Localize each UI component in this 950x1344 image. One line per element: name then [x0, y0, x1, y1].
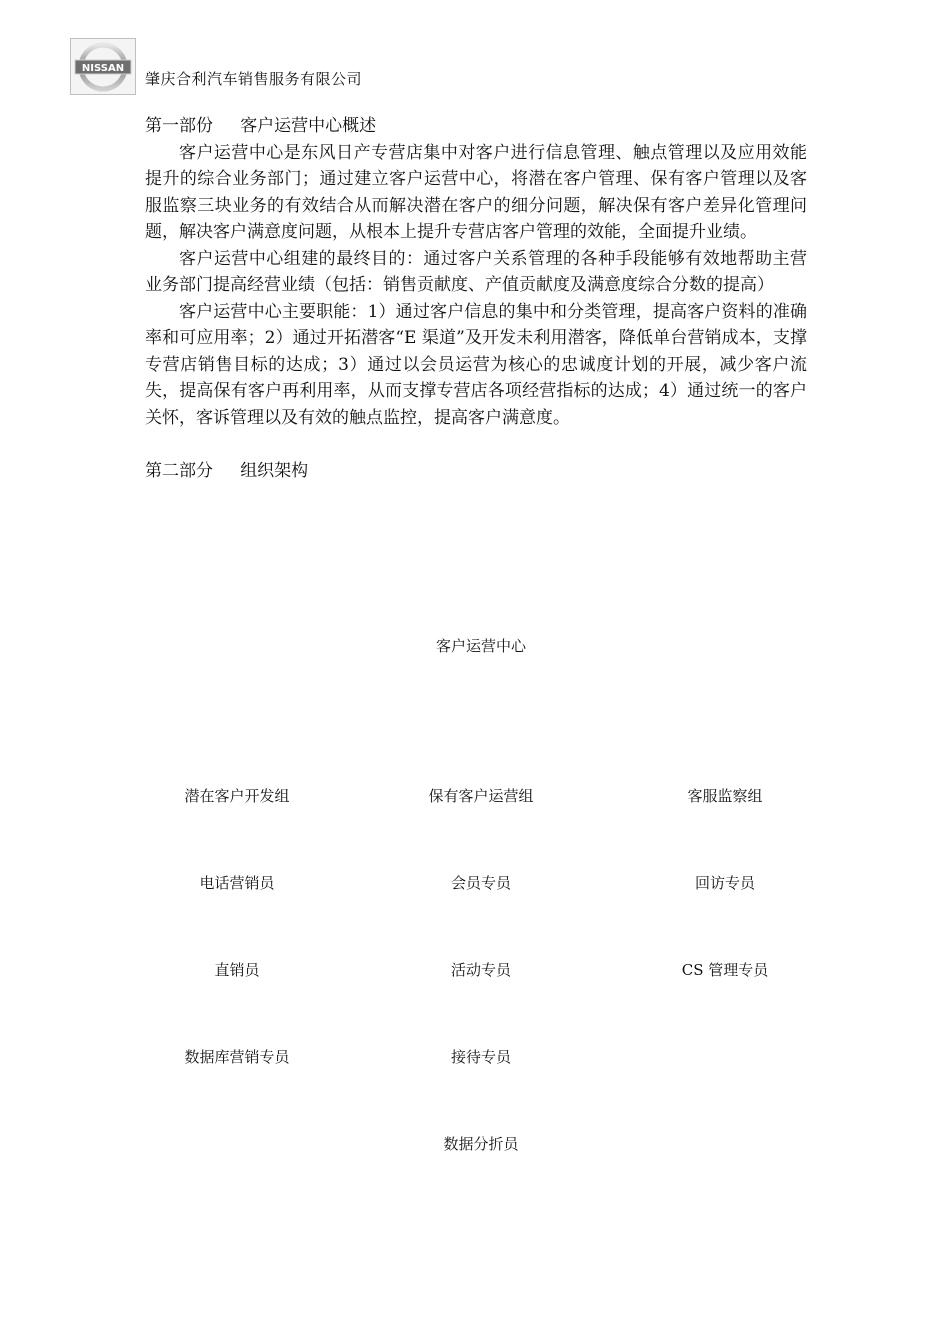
org-role: 回访专员 — [694, 874, 755, 892]
org-role: 接待专员 — [450, 1048, 511, 1066]
paragraph-functions: 客户运营中心主要职能：1）通过客户信息的集中和分类管理，提高客户资料的准确率和可应用率；2）通过开拓潜客“E 渠道”及开发未利用潜客，降低单台营销成本，支撑专营店销售目标的达成；3）通过以会员运营为核心的忠诚度计划的开展，减少客户流失，提高保有客户再利用率，从而支撑专营店各项经营指标的达成；4）通过统一的客户关怀，客诉管理以及有效的触点监控，提高客户满意度。 — [145, 301, 807, 428]
paragraph-overview: 客户运营中心是东风日产专营店集中对客户进行信息管理、触点管理以及应用效能提升的综合业务部门；通过建立客户运营中心，将潜在客户管理、保有客户管理以及客服监察三块业务的有效结合从而解决潜在客户的细分问题，解决保有客户差异化管理问题，解决客户满意度问题，从根本上提升专营店客户管理的效能，全面提升业绩。 — [145, 142, 807, 242]
org-role: 数据库营销专员 — [184, 1048, 290, 1066]
org-bottom-role: 数据分折员 — [443, 1135, 519, 1153]
part2-title-num: 第二部分 — [145, 461, 213, 481]
part1-title-text: 客户运营中心概述 — [240, 116, 377, 136]
org-group-potential: 潜在客户开发组 — [184, 787, 290, 805]
org-role: 直销员 — [214, 961, 260, 979]
paragraph-purpose: 客户运营中心组建的最终目的：通过客户关系管理的各种手段能够有效地帮助主营业务部门提高经营业绩（包括：销售贡献度、产值贡献度及满意度综合分数的提高） — [145, 248, 807, 295]
logo-text: NISSAN — [81, 62, 125, 74]
org-root: 客户运营中心 — [435, 637, 526, 655]
org-role: CS 管理专员 — [681, 961, 769, 979]
company-name: 肇庆合利汽车销售服务有限公司 — [145, 70, 363, 88]
org-role: 活动专员 — [450, 961, 511, 979]
org-group-retained: 保有客户运营组 — [428, 787, 534, 805]
part1-title-num: 第一部份 — [145, 116, 213, 136]
org-role: 电话营销员 — [199, 874, 275, 892]
part2-title-text: 组织架构 — [240, 461, 309, 481]
org-group-service: 客服监察组 — [687, 787, 763, 805]
org-role: 会员专员 — [450, 874, 511, 892]
